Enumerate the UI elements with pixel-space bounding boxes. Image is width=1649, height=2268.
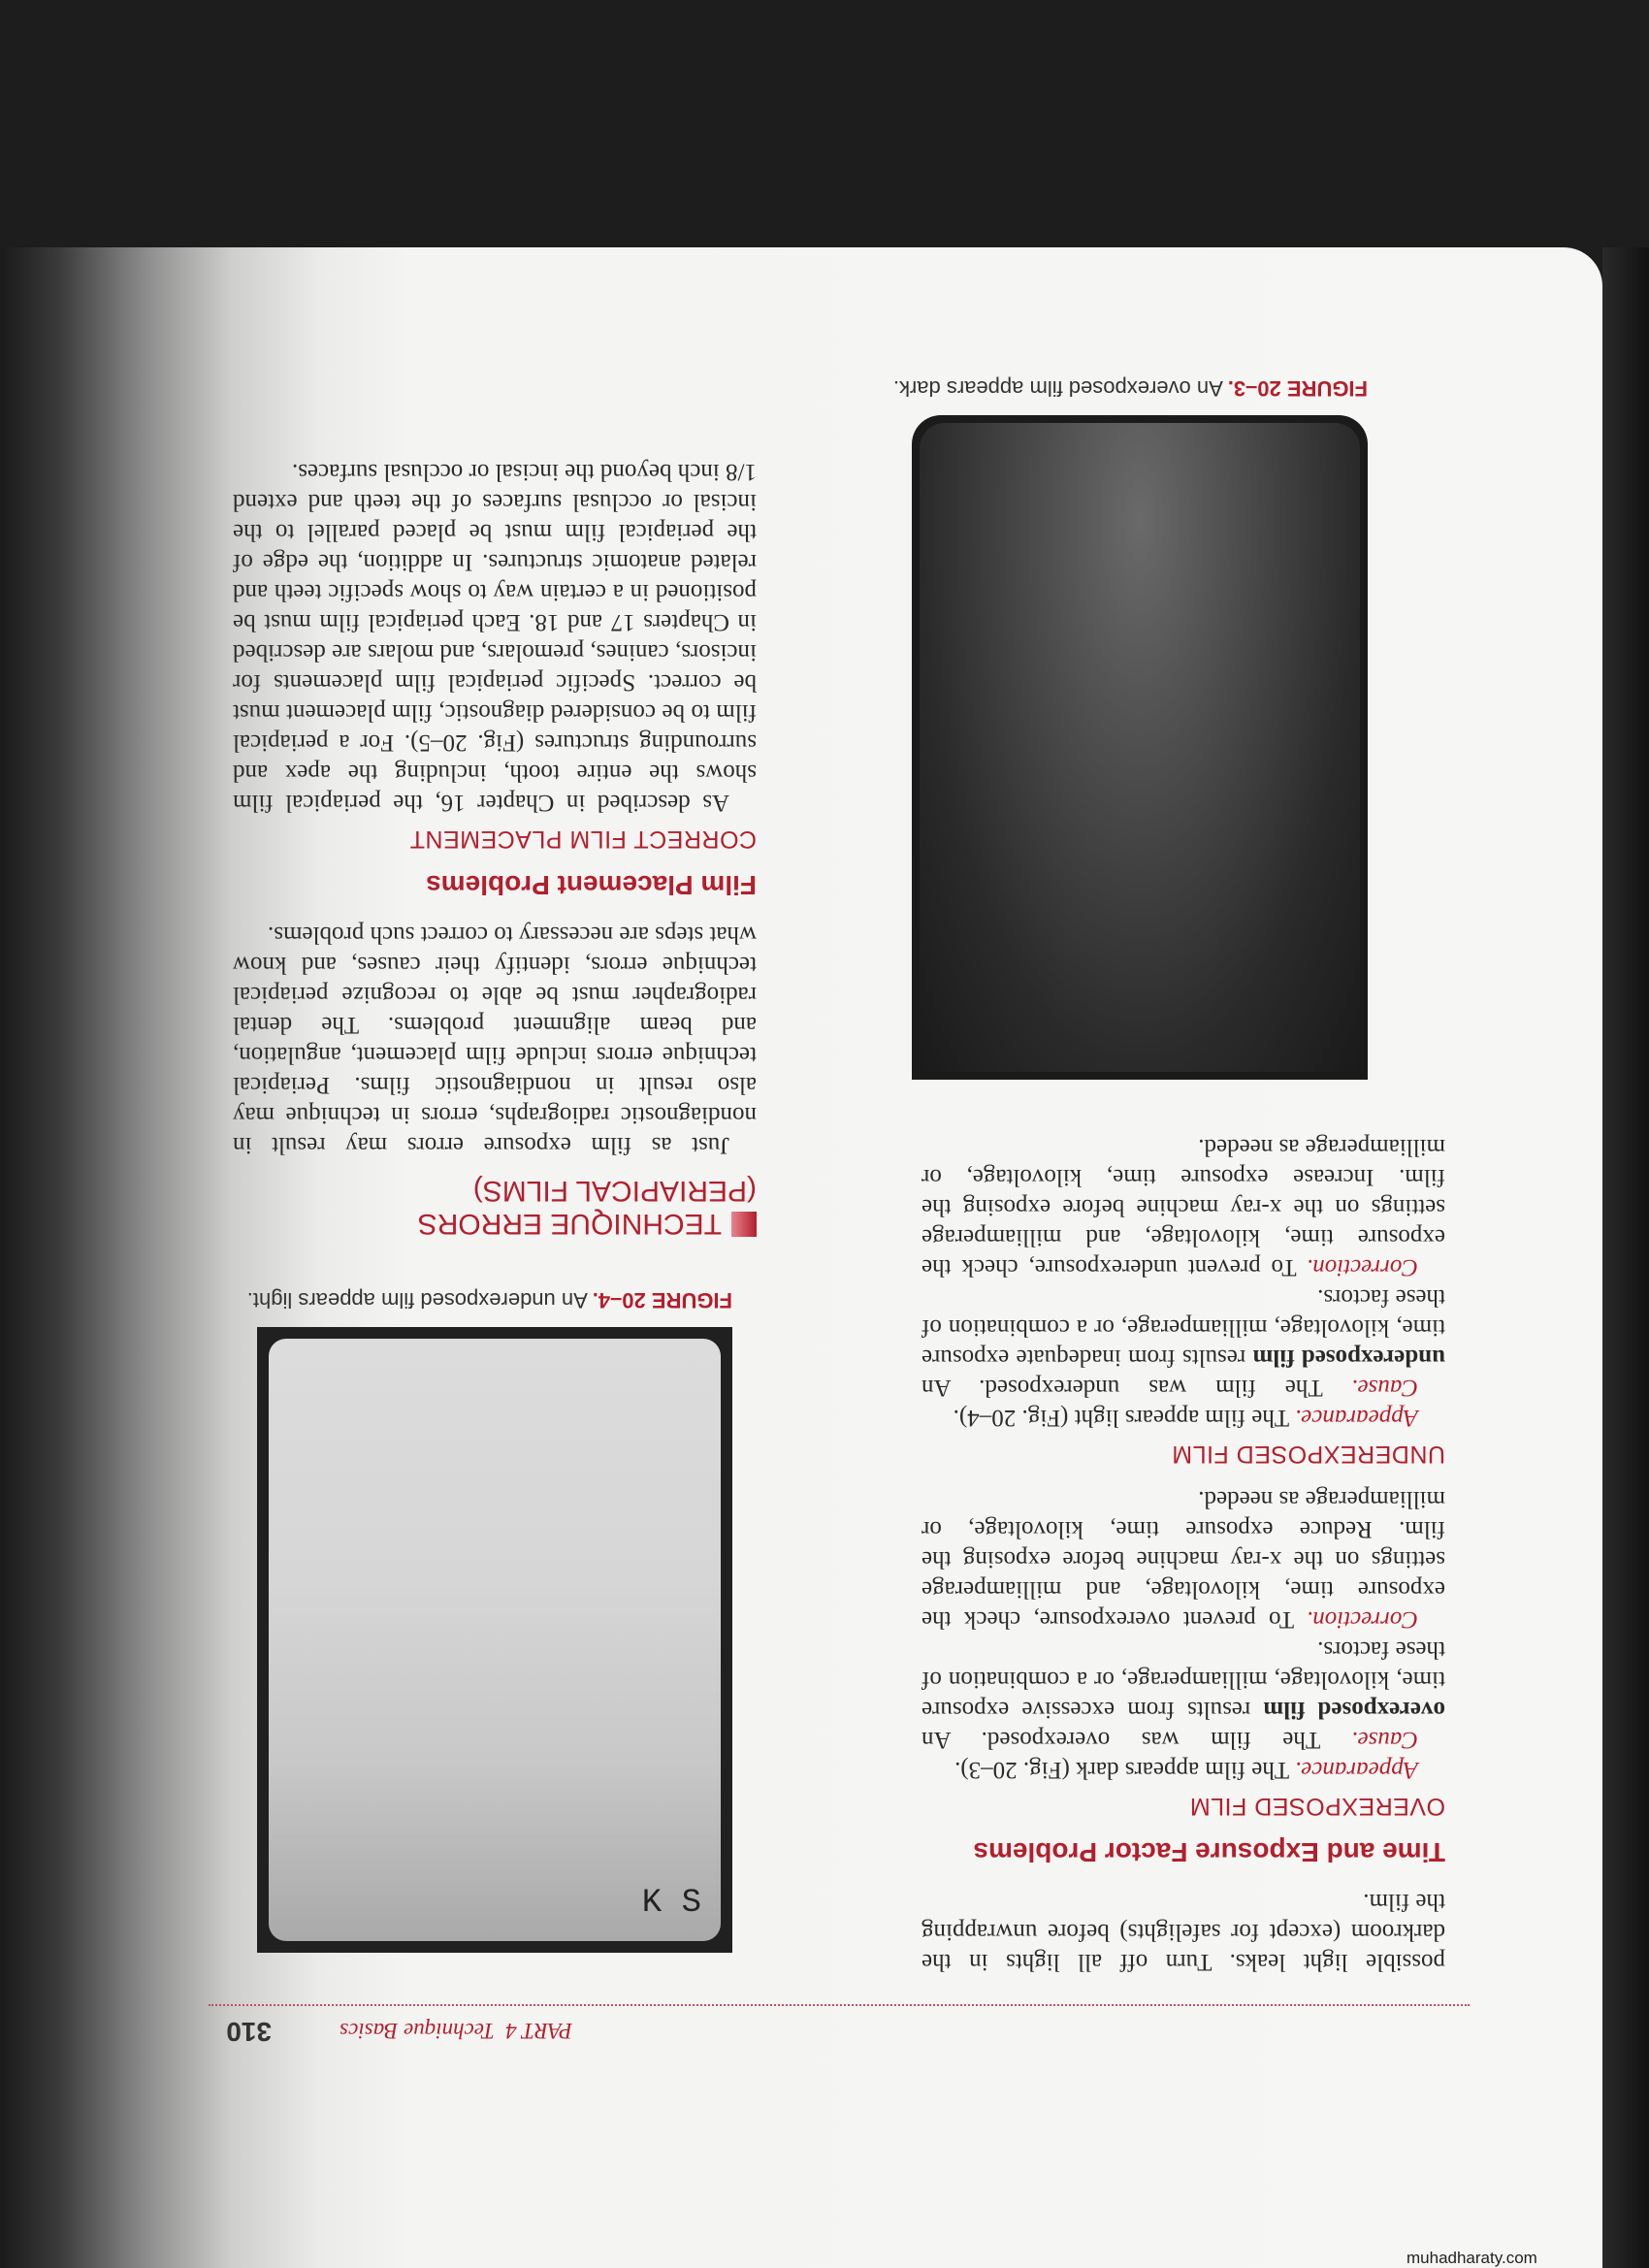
running-header (340, 2018, 572, 2043)
right-text-column (233, 457, 757, 1240)
watermark: muhadharaty.com (1406, 2249, 1537, 2267)
over-cause: Cause. The film was overexposed. An overexposed film results from excessive exposure time, kilovoltage, milliamperage, or a combination of these factors. (921, 1636, 1445, 1753)
part-title: Technique Basics (340, 2019, 495, 2043)
figure-20-4-caption: FIGURE 20–4. An underexposed film appears light. (246, 1288, 732, 1312)
under-correction: Correction. To prevent underexposure, check the exposure time, kilovoltage, and milliamperage settings on the x-ray machine before exposing the film. Increase exposure time, kilovoltage, or milliamperage as needed. (922, 1134, 1445, 1280)
section-bar-icon (731, 1212, 757, 1237)
intro-paragraph: possible light leaks. Turn off all lights in the darkroom (except for safelights) before unwrapping the film. (922, 1889, 1445, 1975)
heading-film-placement: Film Placement Problems (426, 870, 757, 900)
heading-correct-placement: CORRECT FILM PLACEMENT (409, 826, 757, 853)
under-cause: Cause. The film was underexposed. An underexposed film results from inadequate exposure time, kilovoltage, milliamperage, or a combination of these factors. (922, 1284, 1445, 1401)
heading-technique-errors: TECHNIQUE ERRORS (PERIAPICAL FILMS) (417, 1175, 757, 1240)
over-appearance: Appearance. The film appears dark (Fig. 20–3). (954, 1757, 1418, 1783)
underexposed-radiograph (269, 1339, 721, 1941)
over-correction: Correction. To prevent overexposure, check the exposure time, kilovoltage, and milliamperage settings on the x-ray machine before exposing the film. Reduce exposure time, kilovoltage, or milliamperage as needed. (922, 1486, 1445, 1633)
under-appearance: Appearance. The film appears light (Fig. 20–4). (953, 1405, 1418, 1431)
film-marking: K S (641, 1885, 701, 1922)
figure-20-4-film (257, 1327, 732, 1953)
header-rule (209, 2004, 1470, 2006)
figure-20-3-caption: FIGURE 20–3. An overexposed film appears dark. (892, 376, 1368, 401)
heading-overexposed: OVEREXPOSED FILM (1189, 1793, 1445, 1820)
correct-placement-paragraph: As described in Chapter 16, the periapical film shows the entire tooth, including the apex and surrounding structures (Fig. 20–5). For a periapical film to be considered diagnostic, film placement must be correct. Specific periapical film placements for incisors, canines, premolars, and molars are described in Chapters 17 and 18. Each periapical film must be positioned in a certain way to show specific teeth and related anatomic structures. In addition, the edge of the periapical film must be placed parallel to the incisal or occlusal surfaces of the teeth and extend 1/8 inch beyond the incisal or occlusal surfaces. (233, 459, 757, 816)
left-text-column (922, 1132, 1445, 1977)
heading-time-exposure: Time and Exposure Factor Problems (973, 1837, 1445, 1867)
page-number: 310 (226, 2017, 272, 2047)
figure-20-3-film (912, 415, 1368, 1080)
technique-paragraph: Just as film exposure errors may result in nondiagnostic radiographs, errors in technique may also result in nondiagnostic films. Periapical technique errors include film placement, angulation, and beam alignment problems. The dental radiographer must be able to recognize periapical technique errors, identify their causes, and know what steps are necessary to correct such problems. (233, 922, 757, 1158)
part-label: PART 4 (505, 2019, 572, 2043)
overexposed-radiograph (920, 423, 1360, 1072)
heading-underexposed: UNDEREXPOSED FILM (1171, 1441, 1445, 1468)
